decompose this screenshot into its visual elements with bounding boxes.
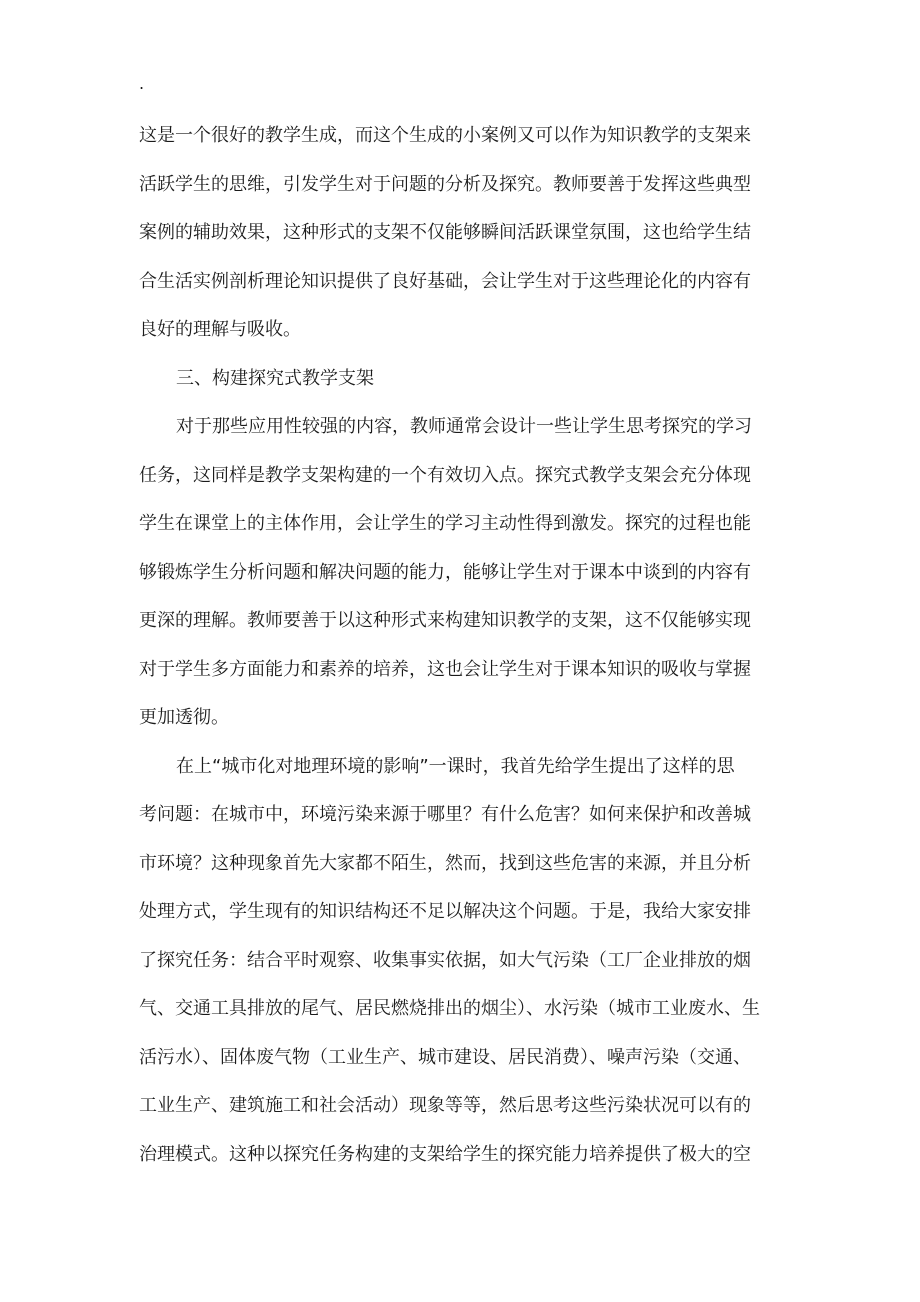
- body-text: [139, 118, 779, 1185]
- text-line: 气、交通工具排放的尾气、居民燃烧排出的烟尘）、水污染（城市工业废水、生: [139, 998, 760, 1019]
- text-line: 治理模式。这种以探究任务构建的支架给学生的探究能力培养提供了极大的空: [139, 1143, 751, 1165]
- text-line: 良好的理解与吸收。: [139, 319, 301, 340]
- text-line: 活跃学生的思维，引发学生对于问题的分析及探究。教师要善于发挥这些典型: [139, 173, 751, 195]
- text-line: 工业生产、建筑施工和社会活动）现象等等，然后思考这些污染状况可以有的: [139, 1095, 751, 1116]
- text-line: 更深的理解。教师要善于以这种形式来构建知识教学的支架，这不仅能够实现: [139, 610, 751, 631]
- text-line: 活污水）、固体废气物（工业生产、城市建设、居民消费）、噪声污染（交通、: [139, 1046, 751, 1068]
- text-line: 学生在课堂上的主体作用，会让学生的学习主动性得到激发。探究的过程也能: [139, 513, 751, 534]
- text-line: 合生活实例剖析理论知识提供了良好基础，会让学生对于这些理论化的内容有: [139, 270, 751, 292]
- text-line: 任务，这同样是教学支架构建的一个有效切入点。探究式教学支架会充分体现: [139, 464, 751, 486]
- text-line: 了探究任务：结合平时观察、收集事实依据，如大气污染（工厂企业排放的烟: [139, 949, 751, 971]
- header-dot: .: [139, 74, 145, 93]
- text-line: 对于学生多方面能力和素养的培养，这也会让学生对于课本知识的吸收与掌握: [139, 658, 751, 680]
- text-line: 案例的辅助效果，这种形式的支架不仅能够瞬间活跃课堂氛围，这也给学生结: [139, 222, 751, 243]
- text-line: 更加透彻。: [139, 707, 229, 728]
- text-line: 这是一个很好的教学生成，而这个生成的小案例又可以作为知识教学的支架来: [139, 125, 751, 146]
- section-heading: 三、构建探究式教学支架: [176, 367, 374, 389]
- text-line: 够锻炼学生分析问题和解决问题的能力，能够让学生对于课本中谈到的内容有: [139, 561, 751, 583]
- text-line: 考问题：在城市中，环境污染来源于哪里？有什么危害？如何来保护和改善城: [139, 804, 751, 825]
- text-line: 处理方式，学生现有的知识结构还不足以解决这个问题。于是，我给大家安排: [139, 901, 751, 922]
- text-line: 市环境？这种现象首先大家都不陌生，然而，找到这些危害的来源，并且分析: [139, 852, 751, 874]
- text-line: 对于那些应用性较强的内容，教师通常会设计一些让学生思考探究的学习: [176, 416, 752, 437]
- text-line: 在上“城市化对地理环境的影响”一课时，我首先给学生提出了这样的思: [176, 755, 735, 777]
